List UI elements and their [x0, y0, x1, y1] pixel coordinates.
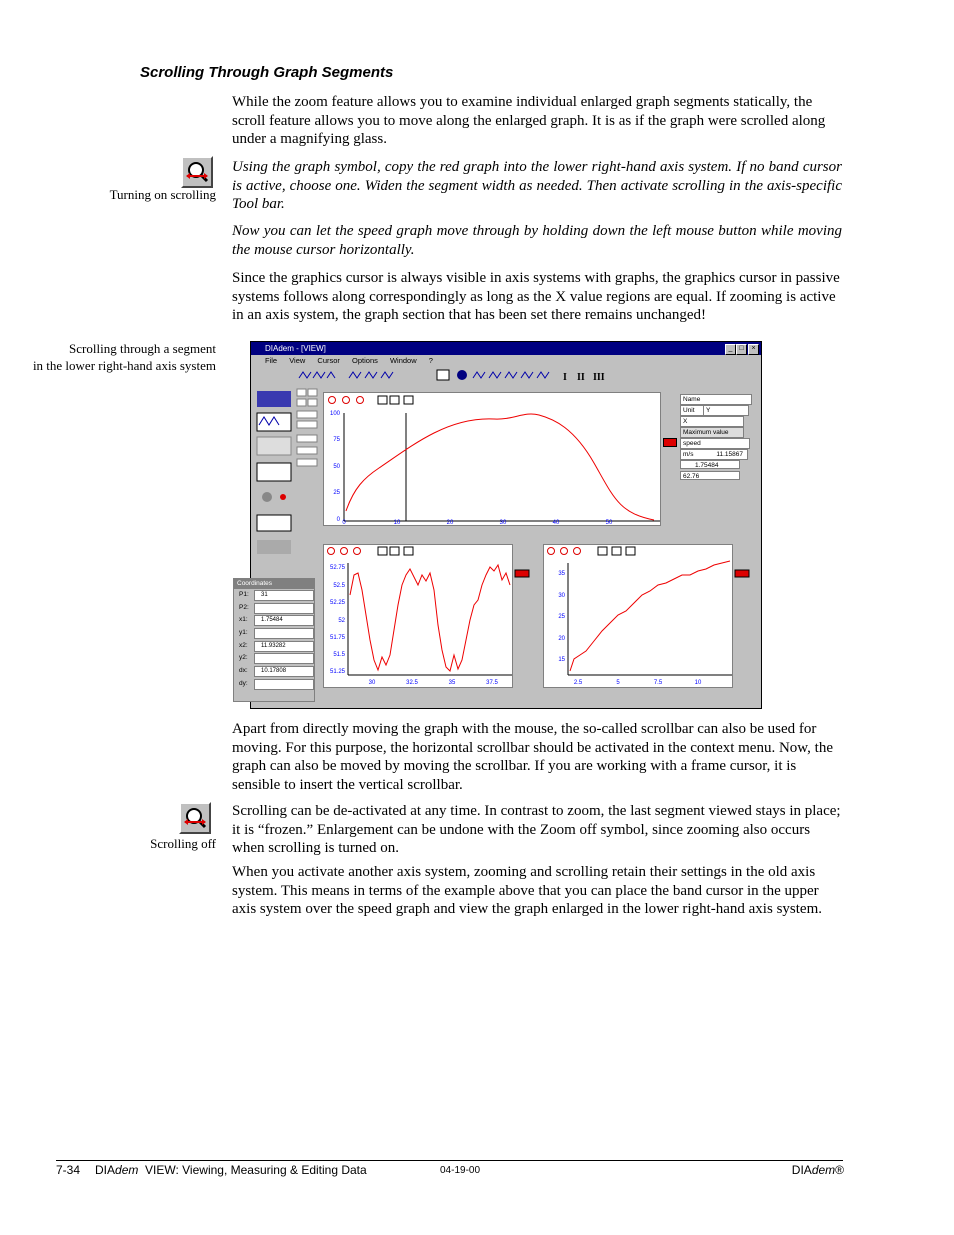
figure-caption-line2: in the lower right-hand axis system	[32, 358, 216, 373]
bl-ytick-2: 52.25	[329, 600, 345, 606]
top-xtick-3: 30	[499, 520, 507, 525]
br-xtick-3: 10	[694, 680, 702, 686]
bl-xtick-0: 30	[368, 680, 376, 686]
footer-title-italic: dem	[115, 1163, 139, 1177]
info-panel	[663, 392, 747, 532]
coord-label: y1:	[239, 629, 248, 637]
coord-value	[254, 679, 314, 690]
coord-row-x1	[234, 614, 314, 627]
coord-row-dx	[234, 665, 314, 678]
coord-label: dy:	[239, 679, 248, 687]
coord-row-p1	[234, 589, 314, 602]
svg-text:II: II	[577, 372, 585, 383]
close-button[interactable]: ×	[748, 344, 759, 355]
bl-xtick-1: 32.5	[406, 680, 418, 686]
br-ytick-2: 25	[558, 614, 565, 620]
info-unit: m/s	[683, 451, 694, 458]
bl-ytick-4: 51.75	[329, 635, 345, 641]
info-max-reading: 62.76	[680, 471, 740, 480]
coordinates-window	[233, 578, 315, 702]
top-ytick-2: 50	[333, 464, 340, 470]
top-ytick-0: 100	[329, 411, 340, 417]
svg-text:III: III	[593, 372, 605, 383]
coord-label: y2:	[239, 654, 248, 662]
menu-options[interactable]: Options	[352, 356, 378, 365]
bottom-left-axis-chart	[324, 545, 512, 687]
top-xtick-4: 40	[552, 520, 560, 525]
br-xtick-1: 5	[616, 680, 620, 686]
maximize-button[interactable]: □	[736, 344, 747, 355]
coord-value: 1.75484	[254, 615, 314, 626]
menu-file[interactable]: File	[265, 356, 278, 365]
info-channel: speed	[680, 438, 750, 449]
paragraph-scrollbar: Apart from directly moving the graph with the mouse, the so-called scrollbar can also be used for moving. For this purpose, the horizontal scrollbar should be activated in the context menu. Now, the graph can also be moved by moving the scrollbar. If you are working with a frame cursor, it is sensible to insert the vertical scrollbar.	[232, 721, 833, 793]
menu-help[interactable]: ?	[428, 356, 433, 365]
coord-value: 11.93282	[254, 641, 314, 652]
bl-xtick-2: 35	[448, 680, 456, 686]
info-unit-label: Unit	[680, 405, 704, 416]
coord-value	[254, 603, 314, 614]
br-ytick-0: 35	[558, 571, 565, 577]
info-name-label: Name	[680, 394, 752, 405]
bl-ytick-0: 52.75	[329, 565, 345, 571]
paragraph-another-axis: When you activate another axis system, zooming and scrolling retain their settings in the old axis system. This means in terms of the example above that you can place the band cursor in the upper axis system over the speed graph and view the graph enlarged in the lower right-hand axis system.	[232, 864, 822, 917]
info-unit-reading: 11.15867	[716, 451, 743, 458]
footer-page-number: 7-34	[56, 1163, 81, 1177]
top-xtick-2: 20	[446, 520, 454, 525]
top-axis-system[interactable]	[323, 392, 661, 526]
coord-row-x2	[234, 640, 314, 653]
top-ytick-4: 0	[336, 517, 340, 523]
figure-caption-line1: Scrolling through a segment	[69, 341, 216, 356]
scroll-off-button[interactable]	[179, 802, 211, 834]
paragraph-instruction-2: Now you can let the speed graph move through by holding down the left mouse button while moving the mouse cursor horizontally.	[232, 223, 842, 258]
paragraph-instruction: Using the graph symbol, copy the red graph into the lower right-hand axis system. If no band cursor is active, choose one. Widen the segment width as needed. Then activate scrolling in the axis-specific Tool bar.	[232, 159, 842, 212]
coord-value: 10.17808	[254, 666, 314, 677]
margin-note-turning-on: Turning on scrolling	[109, 187, 216, 202]
margin-note-scrolling-off: Scrolling off	[150, 836, 216, 851]
coordinates-title: Coordinates	[234, 579, 314, 589]
top-xtick-0: 0	[342, 520, 346, 525]
coord-value	[254, 653, 314, 664]
minimize-button[interactable]: _	[725, 344, 736, 355]
scroll-on-button[interactable]	[181, 156, 213, 188]
magnifier-scroll-icon	[183, 158, 211, 186]
window-titlebar	[251, 342, 761, 355]
bl-xtick-3: 37.5	[486, 680, 498, 686]
footer-brand-italic: dem	[811, 1163, 836, 1177]
br-ytick-4: 15	[558, 657, 565, 663]
top-ytick-1: 75	[333, 437, 340, 443]
info-max-label: Maximum value	[680, 427, 744, 438]
figure-caption	[33, 340, 216, 374]
coord-label: dx:	[239, 667, 248, 675]
svg-text:I: I	[563, 372, 567, 383]
coord-row-p2	[234, 602, 314, 615]
magnifier-scroll-off-icon	[181, 804, 209, 832]
top-ytick-3: 25	[333, 490, 340, 496]
top-axis-chart	[324, 393, 660, 525]
menu-cursor[interactable]: Cursor	[317, 356, 340, 365]
br-ytick-1: 30	[558, 593, 565, 599]
left-toolbox[interactable]	[253, 385, 321, 575]
menu-bar	[251, 355, 761, 366]
channel-color-swatch[interactable]	[663, 438, 677, 447]
footer-brand-suffix: ®	[835, 1163, 844, 1177]
bl-ytick-1: 52.5	[333, 583, 345, 589]
coord-value	[254, 628, 314, 639]
footer-rule	[56, 1160, 843, 1161]
coord-value: 31	[254, 590, 314, 601]
coord-row-y2	[234, 652, 314, 665]
paragraph-deactivate: Scrolling can be de-activated at any time. In contrast to zoom, the last segment viewed stays in place; it is “frozen.” Enlargement can be undone with the Zoom off symbol, since zooming also occurs when scrolling is turned on.	[232, 803, 841, 856]
info-x-reading: 1.75484	[680, 460, 740, 469]
coord-row-y1	[234, 627, 314, 640]
footer-title	[95, 1163, 367, 1177]
br-ytick-3: 20	[558, 636, 565, 642]
footer-date: 04-19-00	[440, 1165, 481, 1176]
menu-view[interactable]: View	[289, 356, 306, 365]
br-xtick-0: 2.5	[573, 680, 583, 686]
info-unit-row	[680, 449, 748, 460]
bl-ytick-6: 51.25	[329, 669, 345, 675]
bl-ytick-3: 52	[338, 618, 345, 624]
footer-title-rest: VIEW: Viewing, Measuring & Editing Data	[138, 1163, 367, 1177]
bottom-right-axis-system[interactable]	[543, 544, 733, 688]
footer-title-prefix: DIA	[95, 1163, 116, 1177]
window-title: DIAdem - [VIEW]	[265, 344, 326, 353]
coord-label: x1:	[239, 616, 248, 624]
br-xtick-2: 7.5	[653, 680, 663, 686]
coord-label: P1:	[239, 591, 249, 598]
info-unit-value: Y	[703, 405, 749, 416]
diadem-window	[250, 341, 762, 709]
section-heading: Scrolling Through Graph Segments	[140, 64, 394, 81]
footer-brand	[792, 1163, 844, 1177]
bl-side-strip	[513, 544, 533, 686]
paragraph-intro: While the zoom feature allows you to examine individual enlarged graph segments statically, the scroll feature allows you to move along the enlarged graph. It is as if the graph were scrolled along under a magnifying glass.	[232, 94, 826, 147]
top-xtick-5: 50	[605, 520, 613, 525]
menu-window[interactable]: Window	[389, 356, 417, 365]
coord-label: x2:	[239, 641, 248, 649]
footer-brand-prefix: DIA	[791, 1163, 812, 1177]
bottom-right-axis-chart	[544, 545, 732, 687]
bottom-left-axis-system[interactable]	[323, 544, 513, 688]
main-toolbar[interactable]	[251, 366, 761, 384]
info-x-label: X	[680, 416, 744, 427]
bl-ytick-5: 51.5	[333, 652, 345, 658]
paragraph-cursor: Since the graphics cursor is always visible in axis systems with graphs, the graphics cursor in passive systems follows along correspondingly as long as the X value regions are equal. If zooming is active in an axis system, the graph section that has been set there remains unchanged!	[232, 270, 840, 323]
br-side-strip	[733, 544, 753, 686]
top-xtick-1: 10	[393, 520, 401, 525]
coord-label: P2:	[239, 603, 249, 611]
coord-row-dy	[234, 678, 314, 691]
